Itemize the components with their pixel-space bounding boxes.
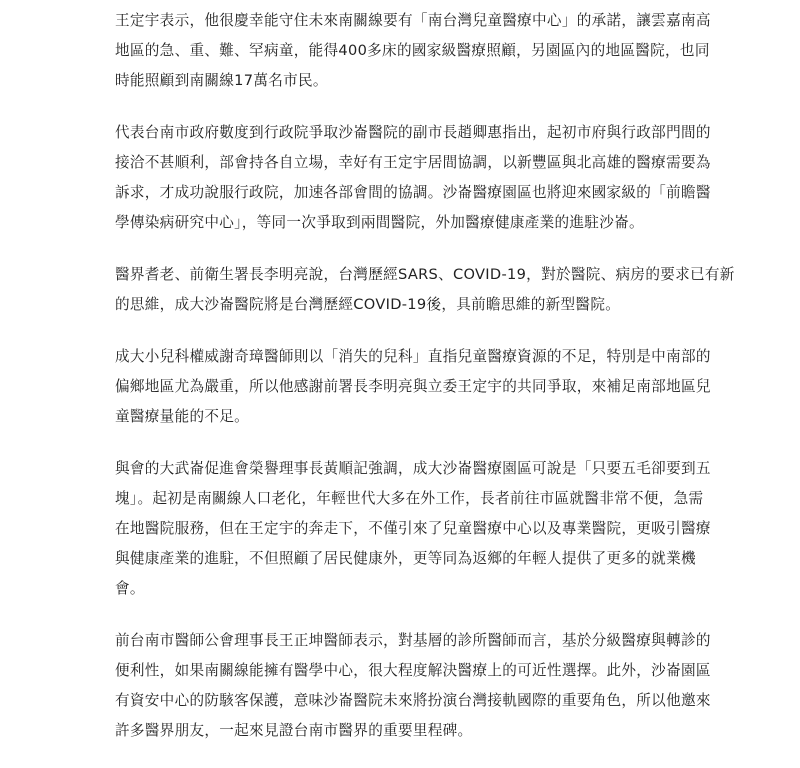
paragraph-line: 醫界耆老、前衛生署長李明亮說，台灣歷經SARS、COVID-19，對於醫院、病房的要求已有新 [115, 266, 735, 283]
paragraph-3 [115, 260, 735, 320]
paragraph-line: 地區的急、重、難、罕病童，能得400多床的國家級醫療照顧，另園區內的地區醫院，也同 [115, 42, 710, 59]
paragraph-line: 塊」。起初是南關線人口老化，年輕世代大多在外工作，長者前往市區就醫非常不便，急需 [115, 490, 704, 507]
paragraph-line: 王定宇表示，他很慶幸能守住未來南關線要有「南台灣兒童醫療中心」的承諾，讓雲嘉南高 [115, 12, 711, 29]
paragraph-line: 時能照顧到南關線17萬名市民。 [115, 72, 328, 89]
paragraph-5 [115, 454, 725, 604]
paragraph-line: 童醫療量能的不足。 [115, 408, 250, 425]
paragraph-line: 偏鄉地區尤為嚴重，所以他感謝前署長李明亮與立委王定宇的共同爭取，來補足南部地區兒 [115, 378, 711, 395]
paragraph-4 [115, 342, 725, 432]
paragraph-line: 成大小兒科權威謝奇璋醫師則以「消失的兒科」直指兒童醫療資源的不足，特別是中南部的 [115, 348, 711, 365]
paragraph-line: 便利性，如果南關線能擁有醫學中心，很大程度解決醫療上的可近性選擇。此外，沙崙園區 [115, 662, 711, 679]
paragraph-line: 接洽不甚順利，部會持各自立場，幸好有王定宇居間協調，以新豐區與北高雄的醫療需要為 [115, 154, 711, 171]
paragraph-line: 會。 [115, 580, 145, 597]
paragraph-line: 學傳染病研究中心」，等同一次爭取到兩間醫院，外加醫療健康產業的進駐沙崙。 [115, 214, 644, 231]
paragraph-line: 訴求，才成功說服行政院，加速各部會間的協調。沙崙醫療園區也將迎來國家級的「前瞻醫 [115, 184, 711, 201]
paragraph-line: 前台南市醫師公會理事長王正坤醫師表示，對基層的診所醫師而言，基於分級醫療與轉診的 [115, 632, 711, 649]
paragraph-line: 代表台南市政府數度到行政院爭取沙崙醫院的副市長趙卿惠指出，起初市府與行政部門間的 [115, 124, 711, 141]
paragraph-line: 與健康產業的進駐，不但照顧了居民健康外，更等同為返鄉的年輕人提供了更多的就業機 [115, 550, 696, 567]
paragraph-1 [115, 6, 725, 96]
paragraph-2 [115, 118, 725, 238]
paragraph-6 [115, 626, 725, 746]
paragraph-line: 許多醫界朋友，一起來見證台南市醫界的重要里程碑。 [115, 722, 473, 739]
paragraph-line: 的思維，成大沙崙醫院將是台灣歷經COVID-19後，具前瞻思維的新型醫院。 [115, 296, 621, 313]
paragraph-line: 在地醫院服務，但在王定宇的奔走下，不僅引來了兒童醫療中心以及專業醫院，更吸引醫療 [115, 520, 711, 537]
paragraph-line: 與會的大武崙促進會榮譽理事長黃順記強調，成大沙崙醫療園區可說是「只要五毛卻要到五 [115, 460, 711, 477]
paragraph-line: 有資安中心的防駭客保護，意味沙崙醫院未來將扮演台灣接軌國際的重要角色，所以他邀來 [115, 692, 711, 709]
